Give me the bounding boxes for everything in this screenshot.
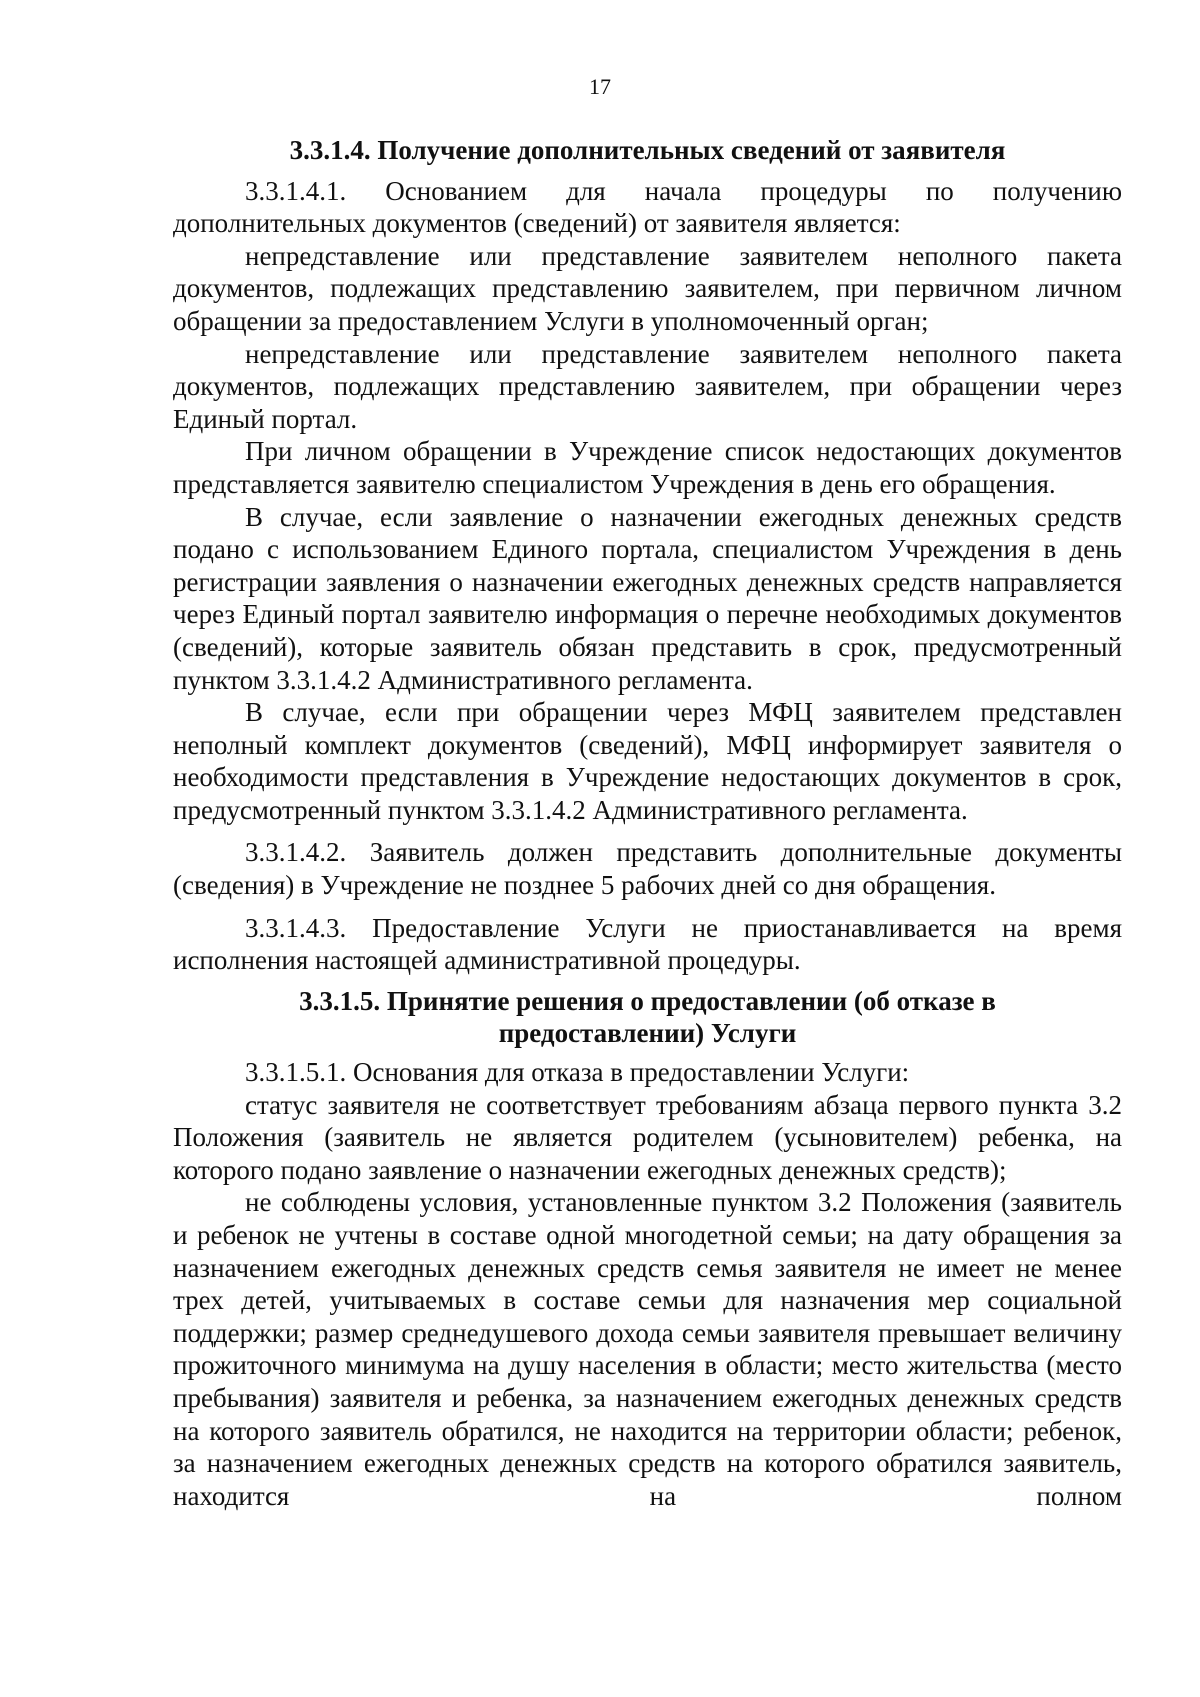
paragraph-mfc-appeal: В случае, если при обращении через МФЦ заявителем представлен неполный комплект документов (сведений), МФЦ информирует заявителя о необходимости представления в Учреждение недостающих документов в срок, предусмотренный пунктом 3.3.1.4.2 Административного регламента.: [173, 697, 1122, 825]
list-item-conditions-not-met: не соблюдены условия, установленные пунктом 3.2 Положения (заявитель и ребенок не учтены в составе одной многодетной семьи; на дату обращения за назначением ежегодных денежных средств семья заявителя не имеет не менее трех детей, учитываемых в составе семьи для назначения мер социальной поддержки; размер среднедушевого дохода семьи заявителя превышает величину прожиточного минимума на душу населения в области; место жительства (место пребывания) заявителя и ребенка, за назначением ежегодных денежных средств на которого заявитель обратился, не находится на территории области; ребенок, за назначением ежегодных денежных средств на которого обратился заявитель, находится на полном: [173, 1187, 1122, 1511]
section-heading-3-3-1-5: [173, 985, 1122, 1050]
list-item-first-appeal: непредставление или представление заявителем неполного пакета документов, подлежащих представлению заявителем, при первичном личном обращении за предоставлением Услуги в уполномоченный орган;: [173, 240, 1122, 336]
paragraph-3-3-1-4-2: 3.3.1.4.2. Заявитель должен представить дополнительные документы (сведения) в Учреждение не позднее 5 рабочих дней со дня обращения.: [173, 837, 1122, 901]
list-item-status-mismatch: статус заявителя не соответствует требованиям абзаца первого пункта 3.2 Положения (заявитель не является родителем (усыновителем) ребенка, на которого подано заявление о назначении ежегодных денежных средств);: [173, 1089, 1122, 1185]
paragraph-3-3-1-4-1: 3.3.1.4.1. Основанием для начала процедуры по получению дополнительных документов (сведений) от заявителя является:: [173, 175, 1122, 239]
list-item-unified-portal: непредставление или представление заявителем неполного пакета документов, подлежащих представлению заявителем, при обращении через Единый портал.: [173, 338, 1122, 434]
section-heading-line-2: предоставлении) Услуги: [498, 1018, 797, 1049]
section-heading-3-3-1-4: 3.3.1.4. Получение дополнительных сведений от заявителя: [289, 135, 1006, 165]
document-body: [173, 134, 1122, 1512]
paragraph-3-3-1-5-1: 3.3.1.5.1. Основания для отказа в предоставлении Услуги:: [245, 1057, 910, 1088]
paragraph-portal-application: В случае, если заявление о назначении ежегодных денежных средств подано с использованием Единого портала, специалистом Учреждения в день регистрации заявления о назначении ежегодных денежных средств направляется через Единый портал заявителю информация о перечне необходимых документов (сведений), которые заявитель обязан представить в срок, предусмотренный пунктом 3.3.1.4.2 Административного регламента.: [173, 501, 1122, 695]
section-heading-line-1: 3.3.1.5. Принятие решения о предоставлении (об отказе в: [299, 985, 996, 1016]
paragraph-personal-appeal: При личном обращении в Учреждение список недостающих документов представляется заявителю специалистом Учреждения в день его обращения.: [173, 436, 1122, 499]
paragraph-3-3-1-4-3: 3.3.1.4.3. Предоставление Услуги не приостанавливается на время исполнения настоящей административной процедуры.: [173, 912, 1122, 976]
page-number: 17: [589, 74, 611, 99]
